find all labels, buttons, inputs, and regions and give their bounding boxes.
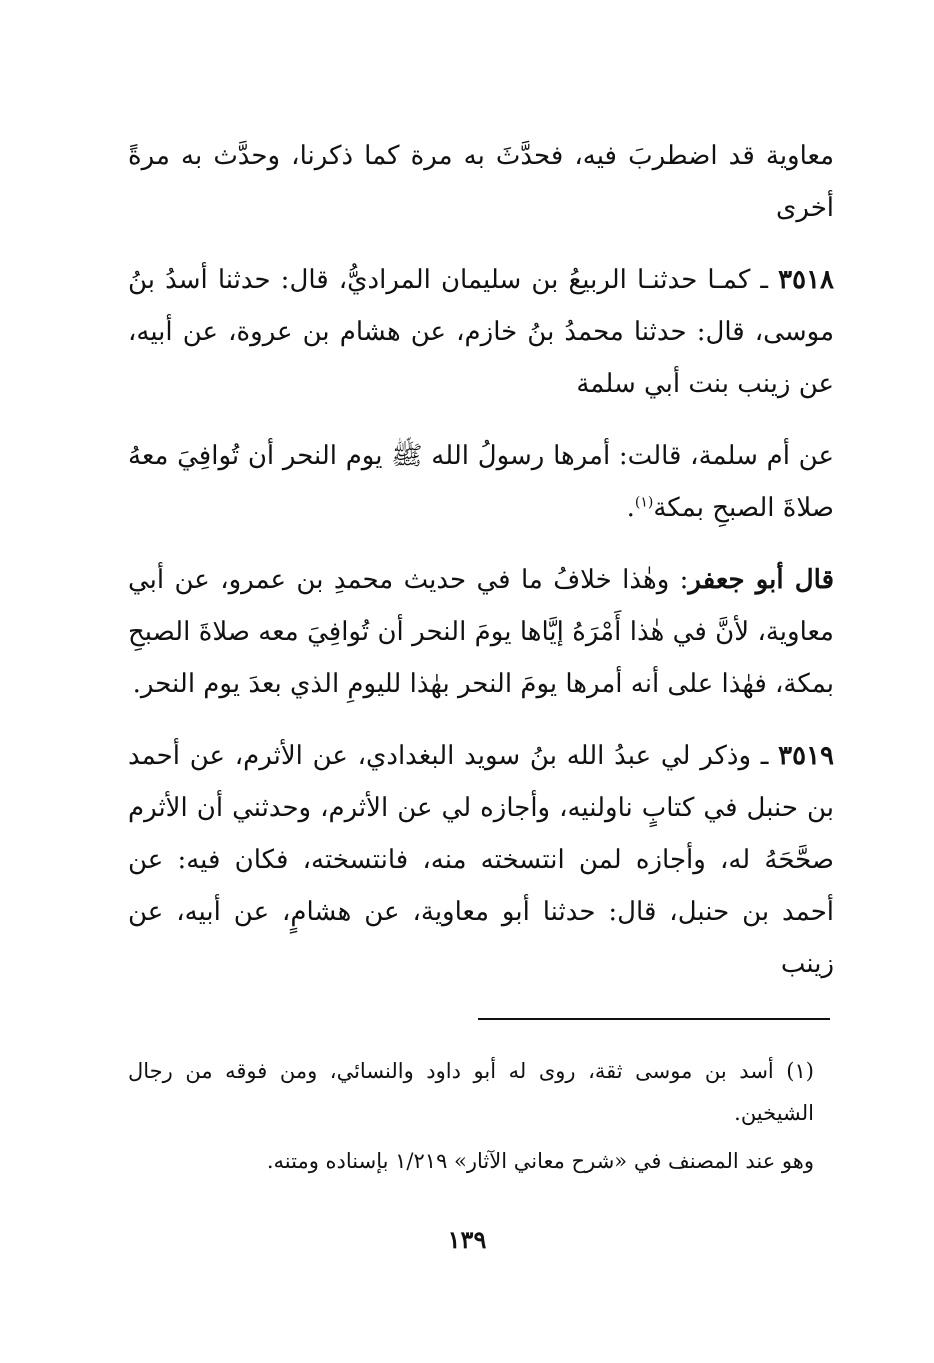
paragraph-text: : وهٰذا خلافُ ما في حديث محمدِ بن عمرو، عن أبي معاوية، لأنَّ في هٰذا أَمْرَهُ إيَّاها يومَ النحر أن تُوافِيَ معه صلاةَ الصبحِ بمكة، فهٰذا على أنه أمرها يومَ النحر بهٰذا لليومِ الذي بعدَ يوم النحر. [128,565,834,699]
hadith-number: ٣٥١٨ [778,265,834,295]
hadith-3519 [128,730,834,990]
hadith-matn [128,430,834,534]
hadith-number: ٣٥١٩ [778,741,834,771]
paragraph-text: معاوية قد اضطربَ فيه، فحدَّثَ به مرة كما ذكرنا، وحدَّث به مرةً أخرى [128,141,834,223]
footnote-divider [478,1018,830,1020]
commentary-abu-jafar [128,554,834,710]
footnote-1: (١) أسد بن موسى ثقة، روى له أبو داود والنسائي، ومن فوقه من رجال الشيخين. [128,1059,814,1125]
main-text [128,130,834,1010]
footnote-reference: (١) [634,494,654,511]
paragraph-text: ـ وذكر لي عبدُ الله بنُ سويد البغدادي، عن الأثرم، عن أحمد بن حنبل في كتابٍ ناولنيه، وأجازه لي عن الأثرم، وحدثني أن الأثرم صحَّحَهُ له، وأجازه لمن انتسخته منه، فانتسخته، فكان فيه: عن أحمد بن حنبل، قال: حدثنا أبو معاوية، عن هشامٍ، عن أبيه، عن زينب [128,741,834,979]
footnotes [128,1050,814,1188]
paragraph-text: عن أم سلمة، قالت: أمرها رسولُ الله ﷺ يوم النحر أن تُوافِيَ معهُ صلاةَ الصبحِ بمكة [128,441,834,523]
paragraph-end: . [626,493,635,523]
paragraph-text: ـ كمـا حدثنـا الربيعُ بن سليمان المراديُّ، قال: حدثنا أسدُ بنُ موسى، قال: حدثنا محمدُ بنُ خازم، عن هشام بن عروة، عن أبيه، عن زينب بنت أبي سلمة [128,265,834,399]
speaker-label: قال أبو جعفر [688,565,834,595]
page-number: ١٣٩ [447,1225,487,1254]
hadith-3518 [128,254,834,410]
paragraph-continuation [128,130,834,234]
footnote-1-continuation: وهو عند المصنف في «شرح معاني الآثار» ١/٢١٩ بإسناده ومتنه. [266,1149,814,1173]
